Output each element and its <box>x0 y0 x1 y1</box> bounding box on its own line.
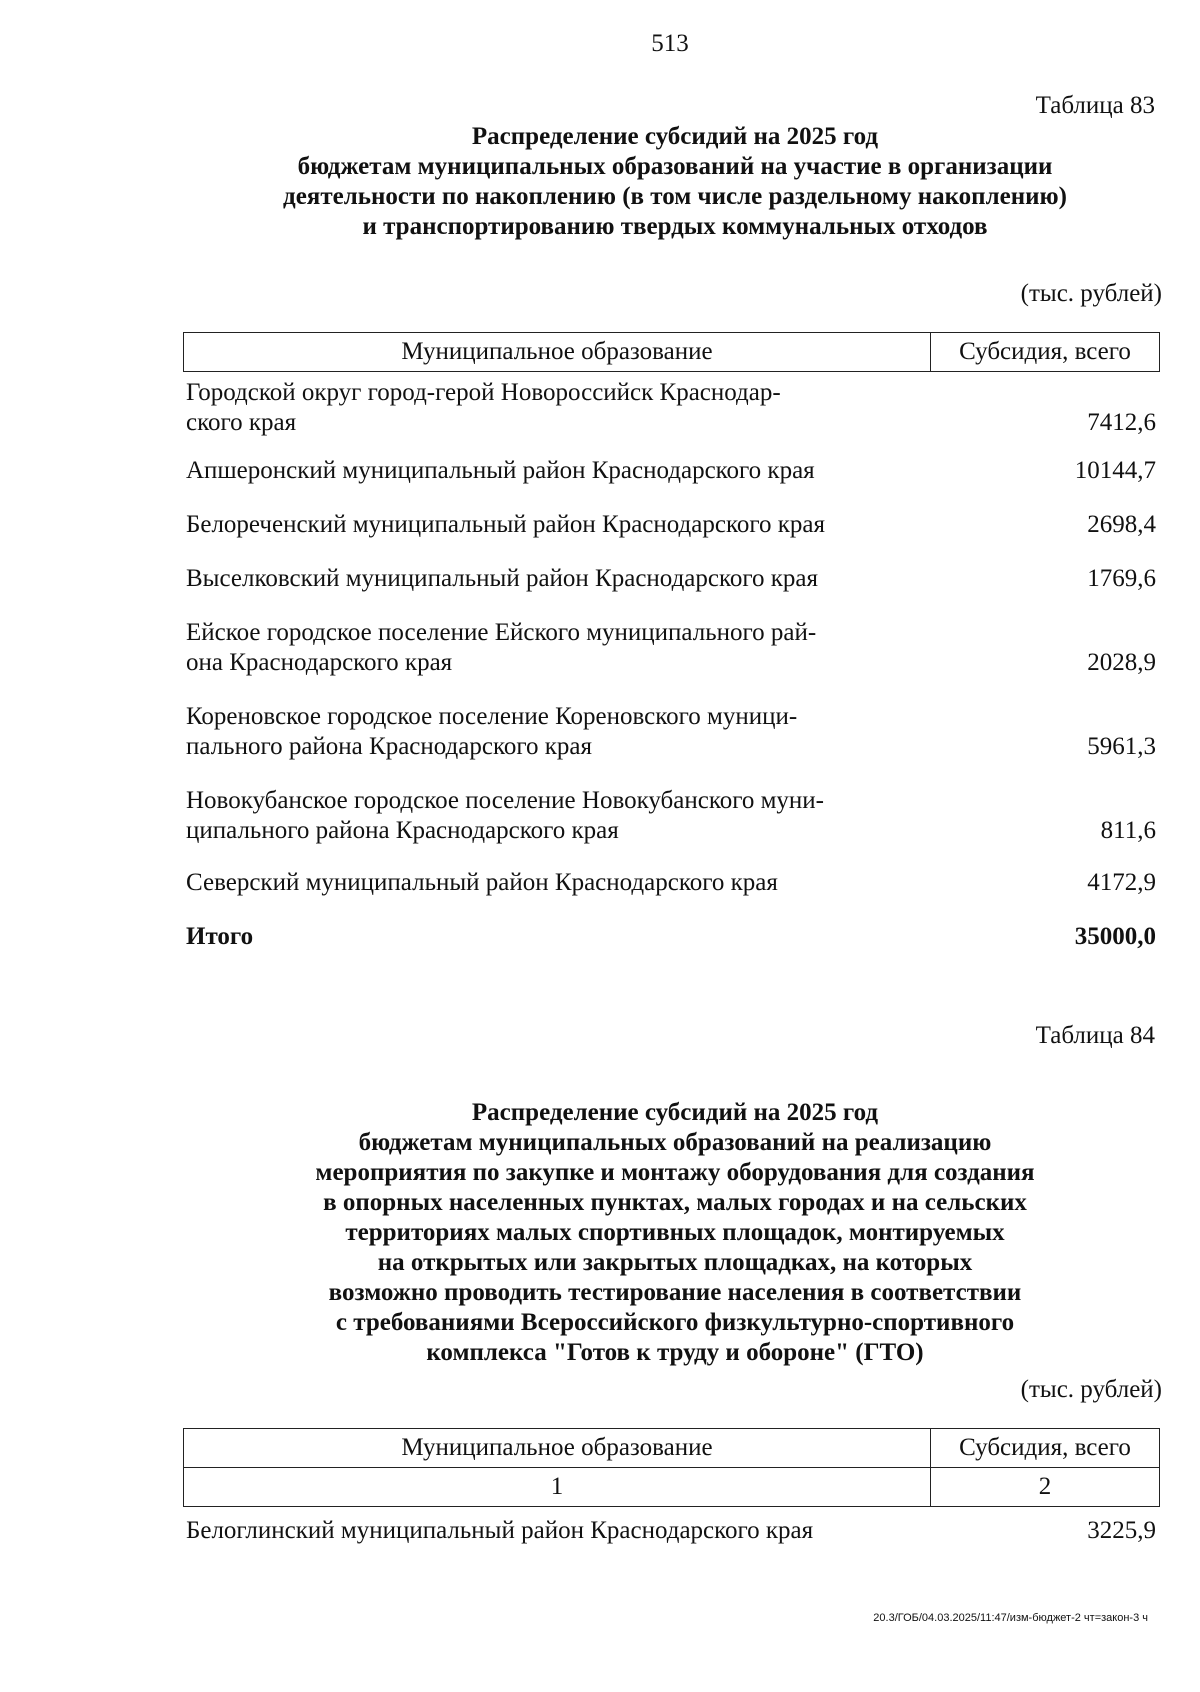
row-value: 2698,4 <box>1087 511 1156 538</box>
row-value: 5961,3 <box>1087 733 1156 760</box>
row-name: Апшеронский муниципальный район Краснодарского края <box>186 457 815 484</box>
row-value: 10144,7 <box>1074 457 1156 484</box>
title-line: деятельности по накоплению (в том числе раздельному накоплению) <box>283 183 1067 210</box>
table-row <box>186 1514 1156 1546</box>
title-line: на открытых или закрытых площадках, на которых <box>377 1249 973 1276</box>
row-name: Белоглинский муниципальный район Краснодарского края <box>186 1517 814 1544</box>
table-row <box>186 562 1156 594</box>
title-line: комплекса "Готов к труду и обороне" (ГТО) <box>426 1339 924 1366</box>
total-label: Итого <box>186 923 254 950</box>
table-84-label: Таблица 84 <box>1035 1022 1155 1049</box>
table-row <box>186 376 1156 438</box>
table-row <box>186 866 1156 898</box>
row-name: Ейское городское поселение Ейского муниципального рай- она Краснодарского края <box>186 619 817 676</box>
row-value: 1769,6 <box>1087 565 1156 592</box>
header-col-subsidy: Субсидия, всего <box>931 1429 1160 1468</box>
table-row <box>186 700 1156 762</box>
footer-stamp: 20.3/ГОБ/04.03.2025/11:47/изм-бюджет-2 чт=закон-3 ч <box>873 1612 1148 1624</box>
table-84-unit: (тыс. рублей) <box>1020 1376 1162 1403</box>
row-name: Выселковский муниципальный район Краснодарского края <box>186 565 818 592</box>
title-line: мероприятия по закупке и монтажу оборудования для создания <box>315 1159 1035 1186</box>
row-name: Белореченский муниципальный район Краснодарского края <box>186 511 825 538</box>
title-line: территориях малых спортивных площадок, монтируемых <box>345 1219 1005 1246</box>
title-line: Распределение субсидий на 2025 год <box>471 123 879 150</box>
table-row <box>186 784 1156 846</box>
header-col-subsidy: Субсидия, всего <box>931 333 1160 372</box>
title-line: в опорных населенных пунктах, малых городах и на сельских <box>323 1189 1027 1216</box>
row-value: 2028,9 <box>1087 649 1156 676</box>
header-col-municipality: Муниципальное образование <box>184 333 931 372</box>
table-84-header <box>183 1428 1160 1507</box>
table-row <box>186 508 1156 540</box>
row-name: Городской округ город-герой Новороссийск Краснодар- ского края <box>186 379 781 436</box>
page-number: 513 <box>651 30 689 57</box>
header-col-municipality: Муниципальное образование <box>184 1429 931 1468</box>
title-line: и транспортированию твердых коммунальных отходов <box>362 213 988 240</box>
total-row <box>186 920 1156 952</box>
table-row <box>186 454 1156 486</box>
total-value: 35000,0 <box>1074 923 1156 950</box>
row-name: Кореновское городское поселение Кореновского муници- пального района Краснодарского края <box>186 703 798 760</box>
row-value: 811,6 <box>1100 817 1156 844</box>
title-line: Распределение субсидий на 2025 год <box>471 1099 879 1126</box>
header-col-number-1: 1 <box>184 1468 931 1507</box>
row-value: 3225,9 <box>1087 1517 1156 1544</box>
row-name: Северский муниципальный район Краснодарского края <box>186 869 778 896</box>
table-83-title <box>150 122 1200 242</box>
title-line: возможно проводить тестирование населения в соответствии <box>328 1279 1022 1306</box>
title-line: с требованиями Всероссийского физкультурно-спортивного <box>335 1309 1015 1336</box>
row-name: Новокубанское городское поселение Новокубанского муни- ципального района Краснодарского края <box>186 787 825 844</box>
title-line: бюджетам муниципальных образований на реализацию <box>358 1129 992 1156</box>
header-col-number-2: 2 <box>931 1468 1160 1507</box>
table-row <box>186 616 1156 678</box>
row-value: 7412,6 <box>1087 409 1156 436</box>
table-83-header <box>183 332 1160 372</box>
row-value: 4172,9 <box>1087 869 1156 896</box>
table-83-label: Таблица 83 <box>1035 92 1155 119</box>
title-line: бюджетам муниципальных образований на участие в организации <box>297 153 1053 180</box>
table-83-unit: (тыс. рублей) <box>1020 280 1162 307</box>
table-84-title <box>150 1098 1200 1368</box>
